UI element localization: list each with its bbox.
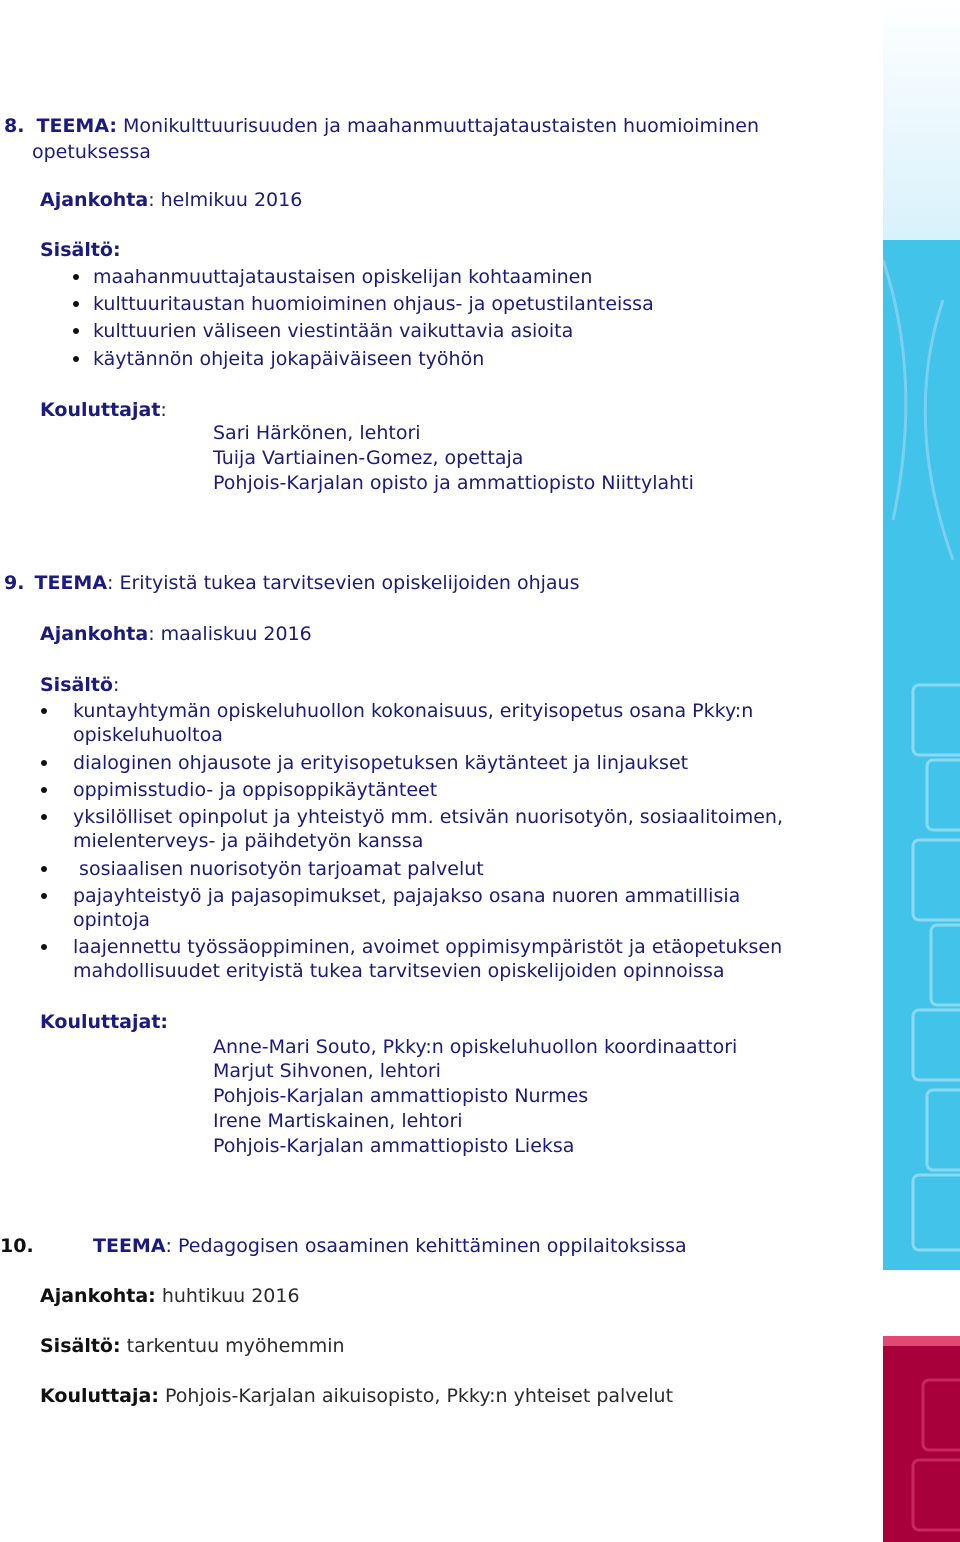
trainer-line: Pohjois-Karjalan ammattiopisto Lieksa (213, 1135, 575, 1157)
list-item: oppimisstudio- ja oppisoppikäytänteet (73, 779, 438, 801)
section8-kouluttajat: Kouluttajat: (40, 399, 167, 421)
section9-kouluttajat-label: Kouluttajat: (40, 1011, 169, 1033)
section9-number: 9. (4, 572, 25, 594)
list-item: käytännön ohjeita jokapäiväiseen työhön (93, 348, 485, 370)
section10-title-text: : Pedagogisen osaaminen kehittäminen oppilaitoksissa (165, 1235, 687, 1257)
bullet-icon (73, 356, 79, 362)
deco-top-fade (883, 0, 960, 240)
bullet-icon (41, 708, 47, 714)
section10-ajankohta (40, 1284, 300, 1308)
bullet-icon (73, 301, 79, 307)
decorative-side-bar (883, 0, 960, 1542)
section9-sisalto: Sisältö: (40, 674, 120, 696)
list-item-continuation: mielenterveys- ja päihdetyön kanssa (73, 830, 424, 852)
trainer-line: Anne-Mari Souto, Pkky:n opiskeluhuollon koordinaattori (213, 1036, 738, 1058)
section8-sisalto-label: Sisältö: (40, 239, 121, 261)
bullet-icon (41, 787, 47, 793)
section10-sisalto (40, 1334, 345, 1358)
deco-pink-edge (883, 1336, 960, 1346)
list-item: laajennettu työssäoppiminen, avoimet oppimisympäristöt ja etäopetuksen (73, 936, 783, 958)
section8-kouluttajat-label: Kouluttajat (40, 399, 161, 421)
section9-sisalto-label: Sisältö (40, 674, 113, 696)
section8-ajankohta (40, 188, 302, 212)
trainer-line: Marjut Sihvonen, lehtori (213, 1060, 441, 1082)
trainer-line: Tuija Vartiainen-Gomez, opettaja (213, 447, 524, 469)
deco-white-gap (883, 1270, 960, 1340)
section8-teema-label: TEEMA: (36, 115, 117, 137)
list-item: yksilölliset opinpolut ja yhteistyö mm. etsivän nuorisotyön, sosiaalitoimen, (73, 806, 783, 828)
list-item: pajayhteistyö ja pajasopimukset, pajajakso osana nuoren ammatillisia (73, 885, 741, 907)
bullet-icon (41, 866, 47, 872)
bullet-icon (73, 274, 79, 280)
list-item: kuntayhtymän opiskeluhuollon kokonaisuus, erityisopetus osana Pkky:n (73, 700, 754, 722)
list-item-continuation: mahdollisuudet erityistä tukea tarvitsevien opiskelijoiden opinnoissa (73, 960, 725, 982)
trainer-line: Irene Martiskainen, lehtori (213, 1110, 463, 1132)
section9-ajankohta-label: Ajankohta (40, 623, 149, 645)
section9-title (4, 571, 580, 595)
section10-ajankohta-label: Ajankohta: (40, 1285, 156, 1307)
trainer-line: Sari Härkönen, lehtori (213, 422, 421, 444)
list-item: maahanmuuttajataustaisen opiskelijan kohtaaminen (93, 266, 593, 288)
section8-title: Monikulttuurisuuden ja maahanmuuttajataustaisten huomioiminen (123, 115, 760, 137)
section9-ajankohta-value: : maaliskuu 2016 (148, 623, 312, 645)
bullet-icon (73, 328, 79, 334)
list-item: sosiaalisen nuorisotyön tarjoamat palvelut (73, 858, 484, 880)
section10-title (93, 1234, 687, 1258)
section10-ajankohta-value: huhtikuu 2016 (155, 1285, 300, 1307)
section8-number: 8. (4, 115, 25, 137)
section10-teema-label: TEEMA (93, 1235, 166, 1257)
list-item: dialoginen ohjausote ja erityisopetuksen käytänteet ja linjaukset (73, 752, 689, 774)
section9-title-text: : Erityistä tukea tarvitsevien opiskelijoiden ohjaus (107, 572, 580, 594)
bullet-icon (41, 893, 47, 899)
bullet-icon (41, 944, 47, 950)
trainer-line: Pohjois-Karjalan opisto ja ammattiopisto Niittylahti (213, 472, 694, 494)
bullet-icon (41, 814, 47, 820)
section9-teema-label: TEEMA (34, 572, 108, 594)
section10-number: 10. (0, 1235, 34, 1257)
section8-title-line2: opetuksessa (32, 141, 151, 163)
list-item-continuation: opiskeluhuoltoa (73, 724, 223, 746)
section8-ajankohta-label: Ajankohta (40, 189, 149, 211)
bullet-icon (41, 760, 47, 766)
section8-ajankohta-value: : helmikuu 2016 (148, 189, 303, 211)
section10-kouluttaja (40, 1384, 673, 1408)
section8-title-line1 (4, 114, 759, 138)
trainer-line: Pohjois-Karjalan ammattiopisto Nurmes (213, 1085, 589, 1107)
section10-kouluttaja-value: Pohjois-Karjalan aikuisopisto, Pkky:n yhteiset palvelut (158, 1385, 674, 1407)
section9-ajankohta (40, 622, 312, 646)
section10-sisalto-value: tarkentuu myöhemmin (120, 1335, 345, 1357)
section10-kouluttaja-label: Kouluttaja: (40, 1385, 159, 1407)
list-item-continuation: opintoja (73, 909, 151, 931)
list-item: kulttuurien väliseen viestintään vaikuttavia asioita (93, 320, 574, 342)
section10-sisalto-label: Sisältö: (40, 1335, 121, 1357)
list-item: kulttuuritaustan huomioiminen ohjaus- ja opetustilanteissa (93, 293, 654, 315)
